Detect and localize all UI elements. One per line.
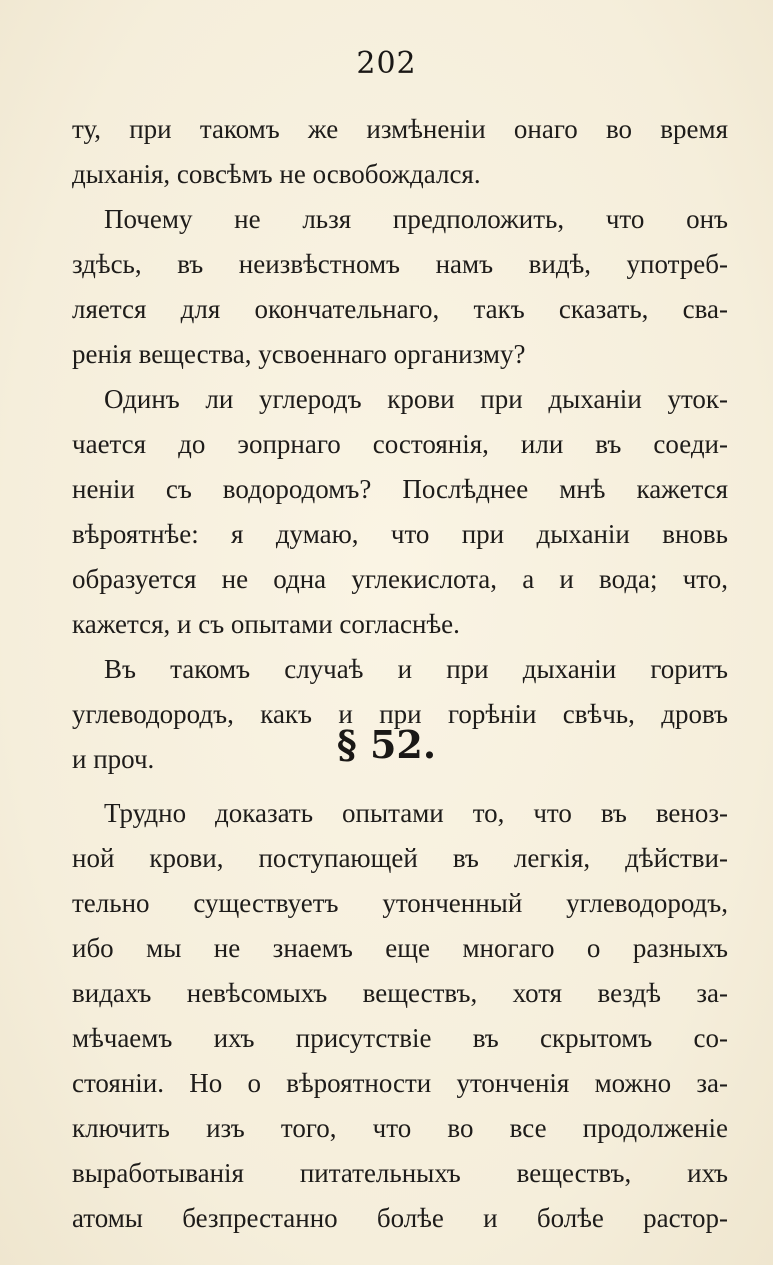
text-line: Въ такомъ случаѣ и при дыханіи горитъ: [104, 654, 728, 684]
text-line: Одинъ ли углеродъ крови при дыханіи уток-: [104, 384, 728, 414]
text-line: мѣчаемъ ихъ присутствіе въ скрытомъ со-: [72, 1023, 728, 1053]
page-number: 202: [356, 46, 417, 81]
text-line: образуется не одна углекислота, а и вода; что,: [72, 564, 728, 594]
text-line: дыханія, совсѣмъ не освобождался.: [72, 159, 481, 189]
text-line: и проч.: [72, 744, 155, 774]
section-heading: § 52.: [336, 722, 437, 767]
text-line: здѣсь, въ неизвѣстномъ намъ видѣ, употреб-: [72, 249, 728, 279]
text-line: кажется, и съ опытами согласнѣе.: [72, 609, 460, 639]
text-line: чается до эопрнаго состоянія, или въ соеди-: [72, 429, 728, 459]
text-line: выработыванія питательныхъ веществъ, ихъ: [72, 1158, 728, 1188]
text-block-after-section: [72, 791, 728, 1241]
text-line: атомы безпрестанно болѣе и болѣе растор-: [72, 1203, 728, 1233]
text-line: ной крови, поступающей въ легкія, дѣйстви-: [72, 843, 728, 873]
text-line: стояніи. Но о вѣроятности утонченія можно за-: [72, 1068, 728, 1098]
text-line: тельно существуетъ утонченный углеводородъ,: [72, 888, 728, 918]
text-line: Почему не льзя предположить, что онъ: [104, 204, 728, 234]
text-line: ключить изъ того, что во все продолженіе: [72, 1113, 728, 1143]
text-line: ляется для окончательнаго, такъ сказать, сва-: [72, 294, 728, 324]
text-block-before-section: [72, 107, 728, 782]
text-line: неніи съ водородомъ? Послѣднее мнѣ кажется: [72, 474, 728, 504]
text-line: ибо мы не знаемъ еще многаго о разныхъ: [72, 933, 728, 963]
text-line: Трудно доказать опытами то, что въ веноз-: [104, 798, 728, 828]
text-line: ренія вещества, усвоеннаго организму?: [72, 339, 526, 369]
text-line: углеводородъ, какъ и при горѣніи свѣчь, дровъ: [72, 699, 728, 729]
text-line: ту, при такомъ же измѣненіи онаго во время: [72, 114, 728, 144]
text-line: вѣроятнѣе: я думаю, что при дыханіи вновь: [72, 519, 728, 549]
text-line: видахъ невѣсомыхъ веществъ, хотя вездѣ за-: [72, 978, 728, 1008]
